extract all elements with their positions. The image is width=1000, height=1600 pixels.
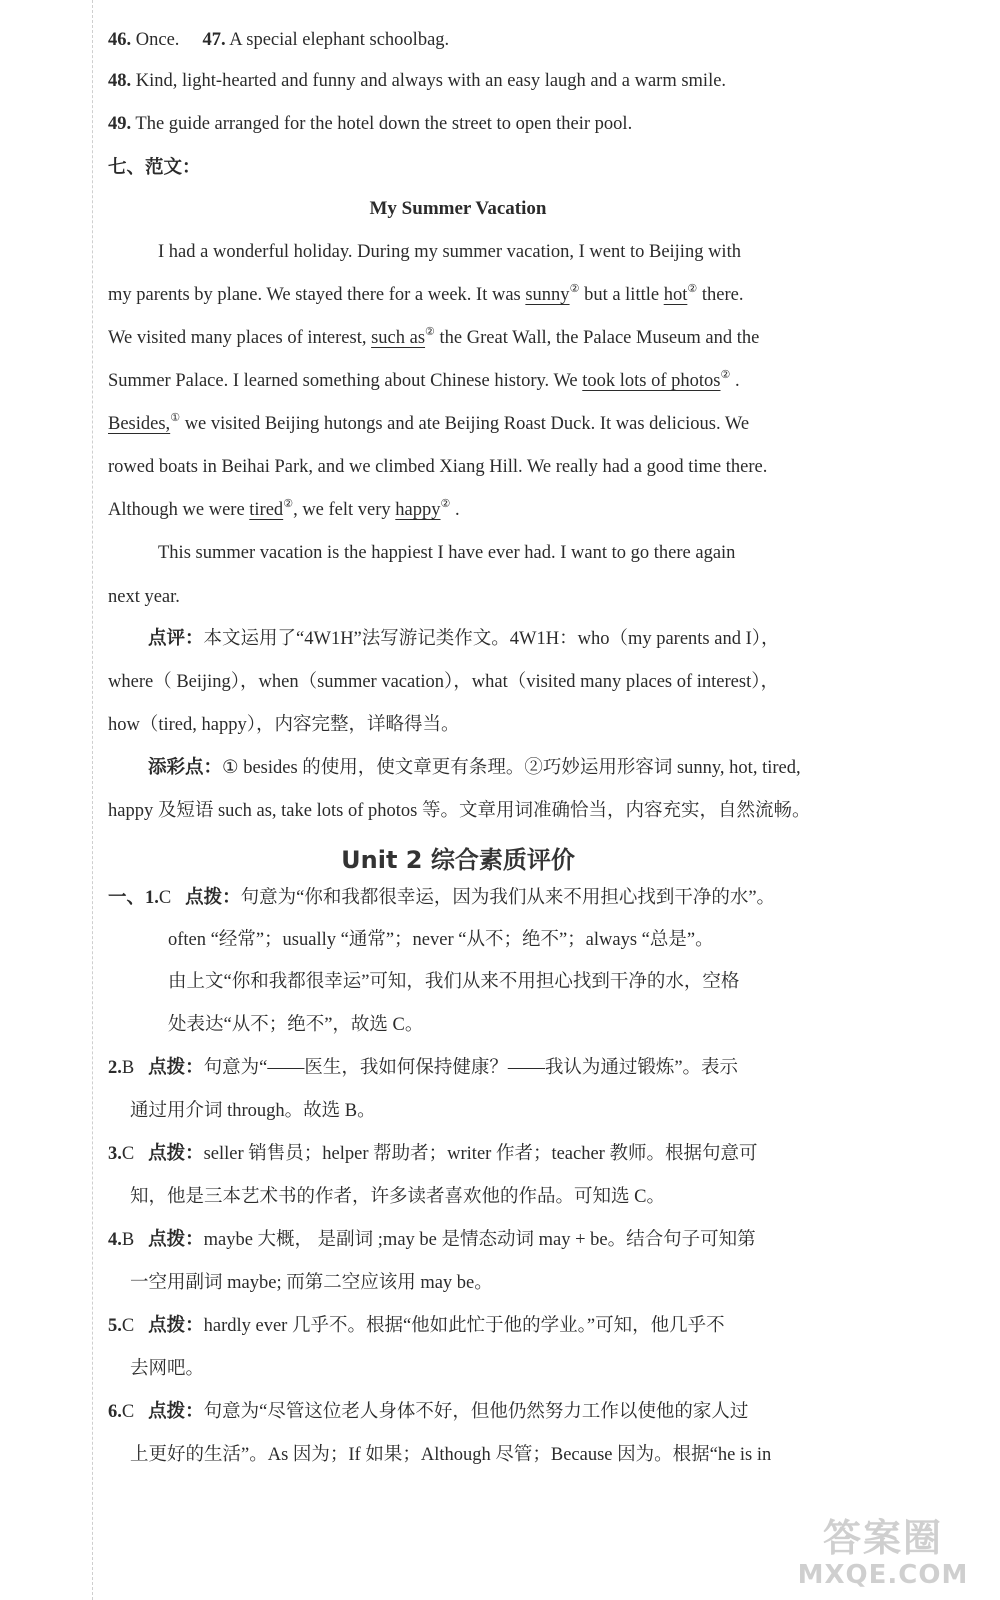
question-2: 2.B 点拨：句意为“——医生，我如何保持健康？——我认为通过锻炼”。表示 <box>108 1058 739 1078</box>
circled-mark: ② <box>425 326 435 338</box>
question-1: 一、1.C 点拨：句意为“你和我都很幸运，因为我们从来不用担心找到干净的水”。 <box>108 888 776 908</box>
answer-49: 49. The guide arranged for the hotel down the street to open their pool. <box>108 114 633 134</box>
question-6: 6.C 点拨：句意为“尽管这位老人身体不好，但他仍然努力工作以使他的家人过 <box>108 1402 749 1422</box>
question-line: 通过用介词 through。故选 B。 <box>130 1101 376 1121</box>
circled-mark: ① <box>170 412 181 424</box>
question-line: 去网吧。 <box>130 1359 205 1379</box>
section-heading: 七、范文： <box>108 158 201 178</box>
question-line: 上更好的生活”。As 因为；If 如果；Although 尽管；Because 因为。根据“he is in <box>130 1445 772 1465</box>
watermark-url: MXQE.COM <box>797 1560 969 1590</box>
comment-line: where（ Beijing），when（summer vacation），what（visited many places of interest）， <box>108 672 779 692</box>
answer-46-47: 46. Once. 47. A special elephant schoolbag. <box>108 30 450 50</box>
question-line: 知，他是三本艺术书的作者，许多读者喜欢他的作品。可知选 C。 <box>130 1187 665 1207</box>
highlighted-word: hot <box>663 285 688 305</box>
comment-label: 点评： <box>148 629 204 649</box>
circled-mark: ② <box>283 498 294 510</box>
highlight-label: 添彩点： <box>148 758 223 778</box>
highlight-line: happy 及短语 such as, take lots of photos 等。文章用词准确恰当，内容充实，自然流畅。 <box>108 801 811 821</box>
circled-mark: ② <box>440 498 451 510</box>
essay-line: next year. <box>108 587 180 607</box>
essay-line: Although we were tired②, we felt very happy② . <box>108 498 460 520</box>
comment-line: 点评：本文运用了“4W1H”法写游记类作文。4W1H：who（my parents and I）， <box>148 629 780 649</box>
highlighted-word: Besides, <box>108 414 171 434</box>
essay-line: Summer Palace. I learned something about Chinese history. We took lots of photos② . <box>108 369 740 391</box>
circled-mark: ② <box>687 283 698 295</box>
essay-line: I had a wonderful holiday. During my summer vacation, I went to Beijing with <box>158 242 741 262</box>
essay-line: my parents by plane. We stayed there for a week. It was sunny② but a little hot② there. <box>108 283 744 305</box>
highlighted-word: such as <box>371 328 426 348</box>
watermark-logo: 答案圈 <box>822 1516 943 1560</box>
essay-line: This summer vacation is the happiest I have ever had. I want to go there again <box>158 543 736 563</box>
essay-line: Besides,① we visited Beijing hutongs and ate Beijing Roast Duck. It was delicious. We <box>108 412 750 434</box>
answer-48: 48. Kind, light-hearted and funny and always with an easy laugh and a warm smile. <box>108 71 727 91</box>
comment-line: how（tired, happy），内容完整，详略得当。 <box>108 715 460 735</box>
highlight-line: 添彩点：① besides 的使用，使文章更有条理。②巧妙运用形容词 sunny, hot, tired, <box>148 758 801 778</box>
unit-title: Unit 2 综合素质评价 <box>341 846 575 874</box>
question-4: 4.B 点拨：maybe 大概， 是副词 ;may be 是情态动词 may + be。结合句子可知第 <box>108 1230 756 1250</box>
circled-mark: ② <box>720 369 731 381</box>
margin-divider <box>92 0 93 1600</box>
question-line: 处表达“从不；绝不”，故选 C。 <box>168 1015 424 1035</box>
highlighted-word: took lots of photos <box>582 371 721 391</box>
question-5: 5.C 点拨：hardly ever 几乎不。根据“他如此忙于他的学业。”可知，他几乎不 <box>108 1316 725 1336</box>
question-line: often “经常”；usually “通常”；never “从不；绝不”；always “总是”。 <box>168 930 714 950</box>
highlighted-word: tired <box>249 500 284 520</box>
highlighted-word: happy <box>395 500 441 520</box>
question-line: 一空用副词 maybe; 而第二空应该用 may be。 <box>130 1273 493 1293</box>
circled-mark: ② <box>569 283 580 295</box>
site-watermark <box>788 1516 978 1594</box>
question-3: 3.C 点拨：seller 销售员；helper 帮助者；writer 作者；teacher 教师。根据句意可 <box>108 1144 758 1164</box>
essay-line: We visited many places of interest, such as② the Great Wall, the Palace Museum and the <box>108 326 760 348</box>
highlighted-word: sunny <box>525 285 570 305</box>
essay-line: rowed boats in Beihai Park, and we climbed Xiang Hill. We really had a good time there. <box>108 457 768 477</box>
question-line: 由上文“你和我都很幸运”可知，我们从来不用担心找到干净的水，空格 <box>168 972 740 992</box>
essay-title: My Summer Vacation <box>369 198 547 219</box>
